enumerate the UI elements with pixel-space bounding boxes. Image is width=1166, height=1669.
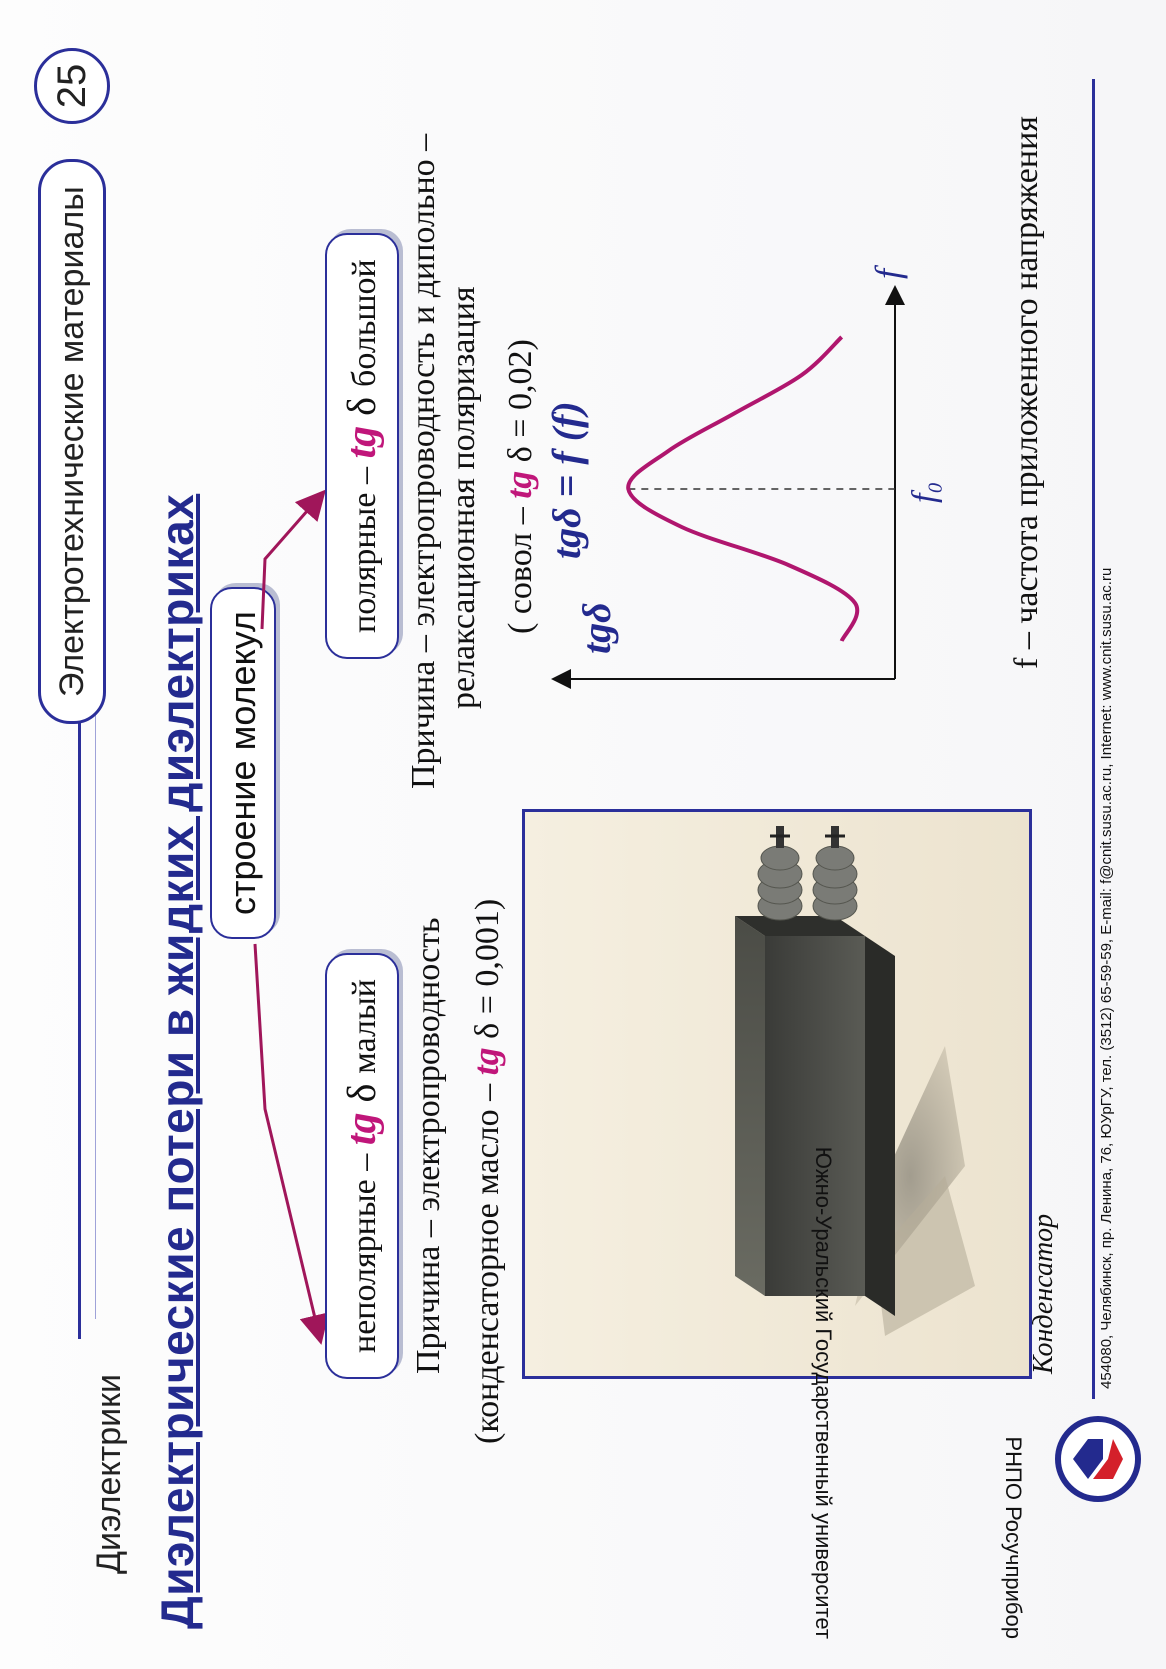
polar-suffix: большой xyxy=(346,259,383,387)
footer-address: 454080, Челябинск, пр. Ленина, 76, ЮУрГУ, тел. (3512) 65-59-59, E-mail: f@cnit.susu.ac.ru, Internet: www.cnit.susu.ac.ru xyxy=(1098,567,1115,1389)
y-axis-label: tgδ xyxy=(574,602,619,654)
polar-delta: δ xyxy=(339,386,384,426)
nonpolar-example xyxy=(465,899,507,1444)
university-name: Южно-Уральский Государственный университет xyxy=(811,1146,836,1639)
x-axis-label: f xyxy=(868,268,908,279)
polar-example-tg: tg xyxy=(499,470,539,499)
polar-reason-line1: Причина – электропроводность и дипольно – xyxy=(405,133,442,789)
nonpolar-delta: δ xyxy=(339,1073,384,1113)
graph-caption: f – частота приложенного напряжения xyxy=(1008,116,1045,669)
polar-example-prefix: ( совол – xyxy=(502,498,539,634)
graph-formula: tgδ = f (f) xyxy=(544,401,589,559)
polar-reason-line2: релаксационная поляризация xyxy=(445,286,482,709)
nonpolar-reason: Причина – электропроводность xyxy=(410,917,447,1374)
slide-title: Диэлектрические потери в жидких диэлектриках xyxy=(151,493,203,1629)
nonpolar-pill xyxy=(325,953,399,1379)
photo-caption: Конденсатор xyxy=(1028,1213,1059,1374)
nonpolar-suffix: малый xyxy=(346,979,383,1074)
tg-delta-curve xyxy=(628,337,857,641)
polar-prefix: полярные – xyxy=(346,458,383,633)
polar-pill xyxy=(325,233,399,659)
structure-label: строение молекул xyxy=(210,587,276,939)
arrow-to-nonpolar xyxy=(255,944,320,1339)
tg-delta-graph xyxy=(535,229,955,749)
polar-example xyxy=(498,339,540,634)
peak-label: f₀ xyxy=(906,481,943,503)
course-title-pill: Электротехнические материалы xyxy=(38,159,106,724)
nonpolar-example-prefix: (конденсаторное масло – xyxy=(469,1075,506,1444)
nonpolar-example-tg: tg xyxy=(466,1047,506,1076)
page-number: 25 xyxy=(34,48,110,124)
nonpolar-prefix: неполярные – xyxy=(346,1145,383,1353)
footer-rule xyxy=(1092,79,1095,1399)
arrow-to-polar xyxy=(262,494,322,629)
nonpolar-tg: tg xyxy=(339,1112,385,1146)
capacitor-photo xyxy=(522,809,1032,1379)
nonpolar-example-suffix: δ = 0,001) xyxy=(469,898,506,1048)
polar-tg: tg xyxy=(339,425,385,459)
polar-example-suffix: δ = 0,02) xyxy=(502,339,539,471)
section-title: Диэлектрики xyxy=(90,1374,128,1574)
university-logo xyxy=(1053,1414,1143,1504)
organization-name: РНПО Росучприбор xyxy=(1001,1436,1026,1639)
capacitor-illustration xyxy=(525,812,1029,1376)
